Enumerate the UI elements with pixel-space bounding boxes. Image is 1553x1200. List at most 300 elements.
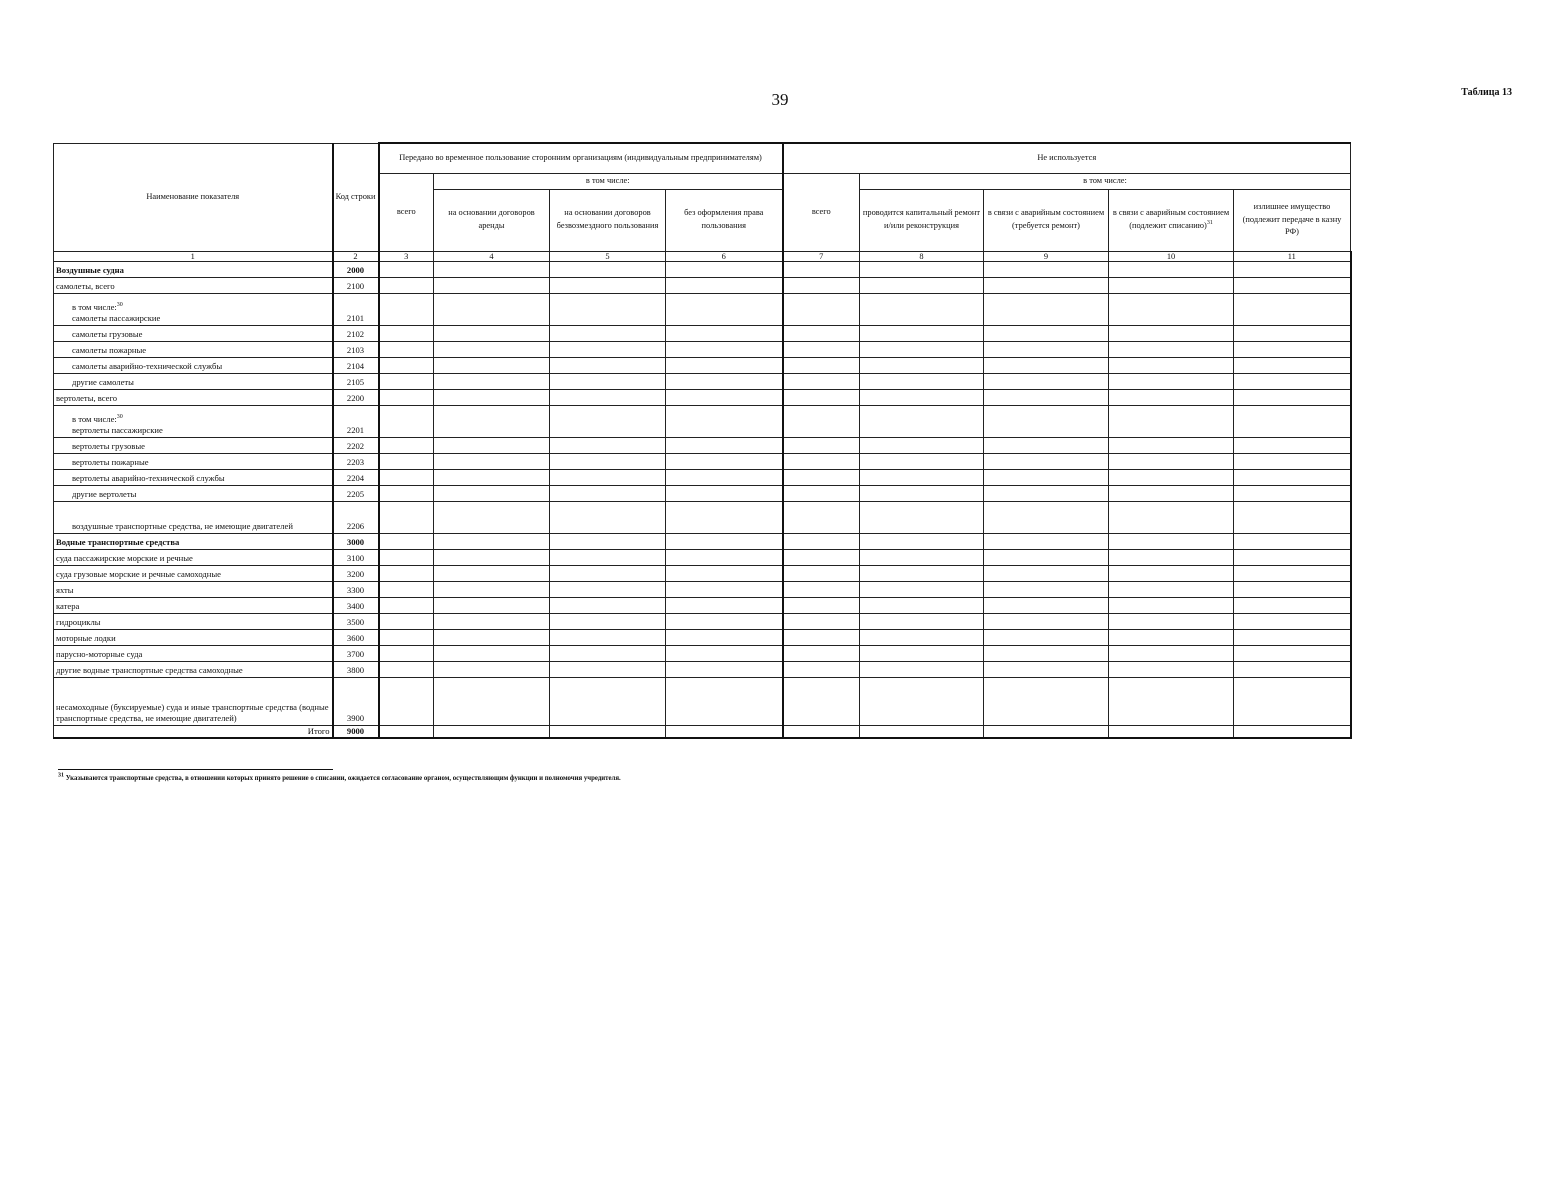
data-cell[interactable] — [550, 597, 666, 613]
data-cell[interactable] — [1234, 469, 1351, 485]
data-cell[interactable] — [860, 261, 984, 277]
row-name: катера — [54, 597, 333, 613]
data-cell[interactable] — [550, 261, 666, 277]
data-cell[interactable] — [984, 261, 1109, 277]
data-cell[interactable] — [550, 565, 666, 581]
data-cell[interactable] — [860, 437, 984, 453]
table-row — [54, 613, 1351, 629]
data-cell[interactable] — [860, 645, 984, 661]
data-cell[interactable] — [434, 437, 550, 453]
table-row — [54, 549, 1351, 565]
data-cell[interactable] — [783, 373, 860, 389]
data-cell[interactable] — [434, 661, 550, 677]
header-c5: на основании договоров безвозмездного пользования — [550, 189, 666, 251]
data-cell[interactable] — [666, 341, 783, 357]
data-cell[interactable] — [434, 725, 550, 738]
data-cell[interactable] — [1109, 389, 1234, 405]
data-cell[interactable] — [783, 341, 860, 357]
col-num: 5 — [550, 251, 666, 261]
data-cell[interactable] — [783, 565, 860, 581]
data-cell[interactable] — [666, 549, 783, 565]
data-cell[interactable] — [379, 677, 434, 725]
table-row — [54, 485, 1351, 501]
col-num: 11 — [1234, 251, 1351, 261]
row-code: 2000 — [333, 261, 379, 277]
data-cell[interactable] — [1109, 677, 1234, 725]
data-cell[interactable] — [984, 677, 1109, 725]
table-row — [54, 325, 1351, 341]
data-cell[interactable] — [550, 293, 666, 325]
row-name: самолеты аварийно-технической службы — [54, 357, 333, 373]
data-cell[interactable] — [1234, 629, 1351, 645]
row-prefix-sup: 30 — [116, 414, 123, 421]
header-c10 — [1109, 189, 1234, 251]
data-cell[interactable] — [860, 581, 984, 597]
data-cell[interactable] — [984, 501, 1109, 533]
data-cell[interactable] — [666, 501, 783, 533]
data-cell[interactable] — [666, 469, 783, 485]
data-cell[interactable] — [860, 661, 984, 677]
data-cell[interactable] — [1234, 261, 1351, 277]
data-cell[interactable] — [434, 373, 550, 389]
row-name: несамоходные (буксируемые) суда и иные транспортные средства (водные транспортные средства, не имеющие двигателей) — [54, 677, 333, 725]
data-cell[interactable] — [984, 565, 1109, 581]
data-cell[interactable] — [1234, 437, 1351, 453]
data-cell[interactable] — [860, 453, 984, 469]
data-cell[interactable] — [1109, 661, 1234, 677]
row-code: 2206 — [333, 501, 379, 533]
data-cell[interactable] — [550, 373, 666, 389]
data-cell[interactable] — [434, 341, 550, 357]
data-cell[interactable] — [783, 485, 860, 501]
data-cell[interactable] — [984, 485, 1109, 501]
col-num: 2 — [333, 251, 379, 261]
data-cell[interactable] — [379, 725, 434, 738]
data-cell[interactable] — [666, 677, 783, 725]
data-cell[interactable] — [984, 373, 1109, 389]
data-cell[interactable] — [379, 405, 434, 437]
data-cell[interactable] — [783, 549, 860, 565]
data-cell[interactable] — [666, 597, 783, 613]
row-name: воздушные транспортные средства, не имеющие двигателей — [54, 501, 333, 533]
data-cell[interactable] — [860, 325, 984, 341]
table-row — [54, 533, 1351, 549]
data-cell[interactable] — [984, 325, 1109, 341]
data-cell[interactable] — [984, 581, 1109, 597]
data-cell[interactable] — [434, 613, 550, 629]
data-cell[interactable] — [1234, 485, 1351, 501]
data-cell[interactable] — [783, 597, 860, 613]
data-cell[interactable] — [550, 661, 666, 677]
data-cell[interactable] — [1234, 581, 1351, 597]
data-cell[interactable] — [379, 261, 434, 277]
data-cell[interactable] — [860, 597, 984, 613]
table-row — [54, 645, 1351, 661]
data-cell[interactable] — [1234, 613, 1351, 629]
data-cell[interactable] — [434, 405, 550, 437]
data-cell[interactable] — [860, 469, 984, 485]
row-code: 9000 — [333, 725, 379, 738]
data-cell[interactable] — [984, 277, 1109, 293]
data-cell[interactable] — [1109, 501, 1234, 533]
data-cell[interactable] — [434, 485, 550, 501]
row-name: яхты — [54, 581, 333, 597]
data-cell[interactable] — [984, 725, 1109, 738]
data-cell[interactable] — [1109, 469, 1234, 485]
table-row — [54, 389, 1351, 405]
data-cell[interactable] — [1234, 389, 1351, 405]
data-cell[interactable] — [434, 325, 550, 341]
data-cell[interactable] — [666, 725, 783, 738]
data-cell[interactable] — [666, 565, 783, 581]
data-cell[interactable] — [666, 293, 783, 325]
data-cell[interactable] — [550, 437, 666, 453]
data-cell[interactable] — [379, 277, 434, 293]
data-cell[interactable] — [783, 357, 860, 373]
data-cell[interactable] — [860, 405, 984, 437]
data-cell[interactable] — [666, 325, 783, 341]
row-code: 3800 — [333, 661, 379, 677]
data-cell[interactable] — [1109, 405, 1234, 437]
data-cell[interactable] — [783, 389, 860, 405]
data-cell[interactable] — [666, 373, 783, 389]
data-cell[interactable] — [434, 357, 550, 373]
row-code: 3700 — [333, 645, 379, 661]
data-cell[interactable] — [1109, 277, 1234, 293]
data-cell[interactable] — [550, 629, 666, 645]
data-cell[interactable] — [379, 533, 434, 549]
col-num: 4 — [434, 251, 550, 261]
data-cell[interactable] — [783, 325, 860, 341]
data-cell[interactable] — [379, 629, 434, 645]
row-code: 3000 — [333, 533, 379, 549]
row-code: 3900 — [333, 677, 379, 725]
data-cell[interactable] — [379, 389, 434, 405]
data-cell[interactable] — [379, 565, 434, 581]
data-cell[interactable] — [860, 677, 984, 725]
table-row — [54, 405, 1351, 437]
data-cell[interactable] — [860, 613, 984, 629]
row-name: вертолеты грузовые — [54, 437, 333, 453]
data-cell[interactable] — [984, 357, 1109, 373]
data-cell[interactable] — [1109, 293, 1234, 325]
data-cell[interactable] — [550, 469, 666, 485]
data-cell[interactable] — [550, 501, 666, 533]
data-cell[interactable] — [379, 325, 434, 341]
data-cell[interactable] — [783, 613, 860, 629]
header-name: Наименование показателя — [54, 143, 333, 251]
row-name: вертолеты, всего — [54, 389, 333, 405]
row-prefix-text: в том числе: — [72, 302, 117, 313]
data-cell[interactable] — [984, 293, 1109, 325]
data-cell[interactable] — [1234, 645, 1351, 661]
data-cell[interactable] — [666, 581, 783, 597]
data-cell[interactable] — [379, 293, 434, 325]
row-prefix — [72, 302, 330, 313]
data-cell[interactable] — [379, 661, 434, 677]
data-cell[interactable] — [379, 469, 434, 485]
row-name — [54, 405, 333, 437]
data-cell[interactable] — [1234, 373, 1351, 389]
data-cell[interactable] — [860, 725, 984, 738]
table-row — [54, 277, 1351, 293]
col-num: 9 — [984, 251, 1109, 261]
data-cell[interactable] — [984, 341, 1109, 357]
data-cell[interactable] — [1109, 261, 1234, 277]
row-prefix-sup: 30 — [116, 302, 123, 309]
data-cell[interactable] — [860, 629, 984, 645]
data-cell[interactable] — [1109, 373, 1234, 389]
row-code: 2105 — [333, 373, 379, 389]
row-code: 2103 — [333, 341, 379, 357]
data-cell[interactable] — [666, 277, 783, 293]
data-cell[interactable] — [550, 277, 666, 293]
header-c7: всего — [783, 173, 860, 251]
data-cell[interactable] — [379, 645, 434, 661]
data-cell[interactable] — [1234, 661, 1351, 677]
data-cell[interactable] — [1234, 565, 1351, 581]
data-cell[interactable] — [379, 581, 434, 597]
row-code: 2104 — [333, 357, 379, 373]
table-row — [54, 373, 1351, 389]
data-cell[interactable] — [984, 661, 1109, 677]
data-cell[interactable] — [379, 485, 434, 501]
data-cell[interactable] — [550, 677, 666, 725]
data-cell[interactable] — [1234, 293, 1351, 325]
data-cell[interactable] — [1234, 341, 1351, 357]
data-cell[interactable] — [550, 405, 666, 437]
data-cell[interactable] — [434, 597, 550, 613]
data-cell[interactable] — [1234, 325, 1351, 341]
header-c9: в связи с аварийным состоянием (требуется ремонт) — [984, 189, 1109, 251]
data-cell[interactable] — [550, 581, 666, 597]
data-cell[interactable] — [1234, 533, 1351, 549]
data-cell[interactable] — [783, 261, 860, 277]
col-num: 1 — [54, 251, 333, 261]
data-cell[interactable] — [434, 453, 550, 469]
row-prefix-text: в том числе: — [72, 414, 117, 425]
header-group-transferred: Передано во временное пользование сторонним организациям (индивидуальным предпринимателям) — [379, 143, 783, 173]
data-cell[interactable] — [860, 357, 984, 373]
data-cell[interactable] — [1109, 581, 1234, 597]
data-cell[interactable] — [1109, 565, 1234, 581]
header-c6: без оформления права пользования — [666, 189, 783, 251]
data-cell[interactable] — [379, 357, 434, 373]
data-cell[interactable] — [550, 357, 666, 373]
data-cell[interactable] — [1109, 485, 1234, 501]
data-cell[interactable] — [783, 437, 860, 453]
data-cell[interactable] — [434, 645, 550, 661]
data-cell[interactable] — [666, 357, 783, 373]
data-cell[interactable] — [783, 725, 860, 738]
data-cell[interactable] — [1109, 613, 1234, 629]
data-cell[interactable] — [783, 277, 860, 293]
data-cell[interactable] — [434, 293, 550, 325]
data-cell[interactable] — [860, 533, 984, 549]
data-cell[interactable] — [860, 293, 984, 325]
data-cell[interactable] — [550, 453, 666, 469]
data-cell[interactable] — [1234, 357, 1351, 373]
data-cell[interactable] — [1109, 325, 1234, 341]
data-cell[interactable] — [666, 261, 783, 277]
row-name: самолеты, всего — [54, 277, 333, 293]
data-cell[interactable] — [1109, 725, 1234, 738]
data-cell[interactable] — [1109, 341, 1234, 357]
data-cell[interactable] — [860, 277, 984, 293]
table-label: Таблица 13 — [1461, 87, 1512, 98]
data-cell[interactable] — [379, 341, 434, 357]
data-cell[interactable] — [783, 405, 860, 437]
row-name: Водные транспортные средства — [54, 533, 333, 549]
data-cell[interactable] — [783, 533, 860, 549]
row-name — [54, 293, 333, 325]
row-code: 2201 — [333, 405, 379, 437]
data-cell[interactable] — [860, 549, 984, 565]
footnote-divider — [58, 769, 333, 770]
data-cell[interactable] — [434, 629, 550, 645]
data-cell[interactable] — [434, 565, 550, 581]
data-cell[interactable] — [1234, 453, 1351, 469]
data-cell[interactable] — [550, 725, 666, 738]
data-cell[interactable] — [984, 437, 1109, 453]
data-cell[interactable] — [666, 389, 783, 405]
data-cell[interactable] — [1109, 549, 1234, 565]
data-cell[interactable] — [783, 293, 860, 325]
data-cell[interactable] — [550, 389, 666, 405]
data-cell[interactable] — [666, 485, 783, 501]
data-cell[interactable] — [379, 437, 434, 453]
data-cell[interactable] — [434, 549, 550, 565]
data-cell[interactable] — [550, 549, 666, 565]
data-cell[interactable] — [666, 661, 783, 677]
table-row — [54, 261, 1351, 277]
data-cell[interactable] — [1109, 597, 1234, 613]
row-code: 2205 — [333, 485, 379, 501]
data-cell[interactable] — [550, 533, 666, 549]
table-row — [54, 661, 1351, 677]
data-cell[interactable] — [434, 469, 550, 485]
data-cell[interactable] — [984, 629, 1109, 645]
data-cell[interactable] — [666, 405, 783, 437]
header-c3: всего — [379, 173, 434, 251]
data-cell[interactable] — [379, 453, 434, 469]
data-cell[interactable] — [860, 501, 984, 533]
data-cell[interactable] — [379, 549, 434, 565]
row-code: 3400 — [333, 597, 379, 613]
data-cell[interactable] — [984, 549, 1109, 565]
data-cell[interactable] — [550, 485, 666, 501]
data-cell[interactable] — [434, 277, 550, 293]
data-cell[interactable] — [783, 469, 860, 485]
header-c4: на основании договоров аренды — [434, 189, 550, 251]
data-cell[interactable] — [783, 581, 860, 597]
data-cell[interactable] — [550, 341, 666, 357]
data-cell[interactable] — [984, 613, 1109, 629]
data-cell[interactable] — [783, 501, 860, 533]
row-code: 3300 — [333, 581, 379, 597]
header-incl-1: в том числе: — [434, 173, 783, 189]
data-cell[interactable] — [1234, 677, 1351, 725]
data-cell[interactable] — [666, 613, 783, 629]
data-cell[interactable] — [1109, 629, 1234, 645]
data-cell[interactable] — [379, 597, 434, 613]
data-cell[interactable] — [1234, 277, 1351, 293]
row-name: самолеты грузовые — [54, 325, 333, 341]
data-cell[interactable] — [984, 469, 1109, 485]
row-name: другие самолеты — [54, 373, 333, 389]
row-code: 2202 — [333, 437, 379, 453]
data-cell[interactable] — [860, 389, 984, 405]
data-cell[interactable] — [860, 485, 984, 501]
data-cell[interactable] — [550, 613, 666, 629]
data-cell[interactable] — [434, 677, 550, 725]
data-cell[interactable] — [666, 645, 783, 661]
row-code: 2102 — [333, 325, 379, 341]
data-cell[interactable] — [434, 581, 550, 597]
row-code: 2101 — [333, 293, 379, 325]
data-cell[interactable] — [860, 341, 984, 357]
data-cell[interactable] — [550, 325, 666, 341]
data-cell[interactable] — [984, 405, 1109, 437]
data-cell[interactable] — [1234, 725, 1351, 738]
data-cell[interactable] — [1234, 549, 1351, 565]
data-cell[interactable] — [860, 373, 984, 389]
data-cell[interactable] — [783, 645, 860, 661]
data-cell[interactable] — [1109, 533, 1234, 549]
header-c11: излишнее имущество (подлежит передаче в казну РФ) — [1234, 189, 1351, 251]
table-row — [54, 453, 1351, 469]
data-cell[interactable] — [1234, 501, 1351, 533]
data-cell[interactable] — [984, 645, 1109, 661]
data-cell[interactable] — [666, 533, 783, 549]
data-cell[interactable] — [434, 533, 550, 549]
data-cell[interactable] — [783, 453, 860, 469]
table-row — [54, 501, 1351, 533]
data-cell[interactable] — [379, 501, 434, 533]
data-cell[interactable] — [666, 437, 783, 453]
data-cell[interactable] — [379, 613, 434, 629]
data-cell[interactable] — [860, 565, 984, 581]
data-cell[interactable] — [434, 261, 550, 277]
data-cell[interactable] — [434, 501, 550, 533]
data-cell[interactable] — [1109, 437, 1234, 453]
data-cell[interactable] — [1234, 597, 1351, 613]
data-cell[interactable] — [434, 389, 550, 405]
data-cell[interactable] — [666, 629, 783, 645]
data-cell[interactable] — [1234, 405, 1351, 437]
data-cell[interactable] — [1109, 357, 1234, 373]
row-prefix — [72, 414, 330, 425]
data-cell[interactable] — [550, 645, 666, 661]
row-name-text: самолеты пассажирские — [72, 313, 161, 324]
data-cell[interactable] — [984, 597, 1109, 613]
header-c10-sup: 31 — [1206, 220, 1213, 227]
data-cell[interactable] — [666, 453, 783, 469]
row-code: 2203 — [333, 453, 379, 469]
row-name: вертолеты аварийно-технической службы — [54, 469, 333, 485]
data-cell[interactable] — [783, 629, 860, 645]
data-cell[interactable] — [984, 533, 1109, 549]
row-name: суда пассажирские морские и речные — [54, 549, 333, 565]
data-cell[interactable] — [984, 389, 1109, 405]
data-cell[interactable] — [984, 453, 1109, 469]
data-cell[interactable] — [1109, 645, 1234, 661]
data-cell[interactable] — [1109, 453, 1234, 469]
data-cell[interactable] — [783, 661, 860, 677]
table-row — [54, 357, 1351, 373]
data-cell[interactable] — [379, 373, 434, 389]
data-cell[interactable] — [783, 677, 860, 725]
